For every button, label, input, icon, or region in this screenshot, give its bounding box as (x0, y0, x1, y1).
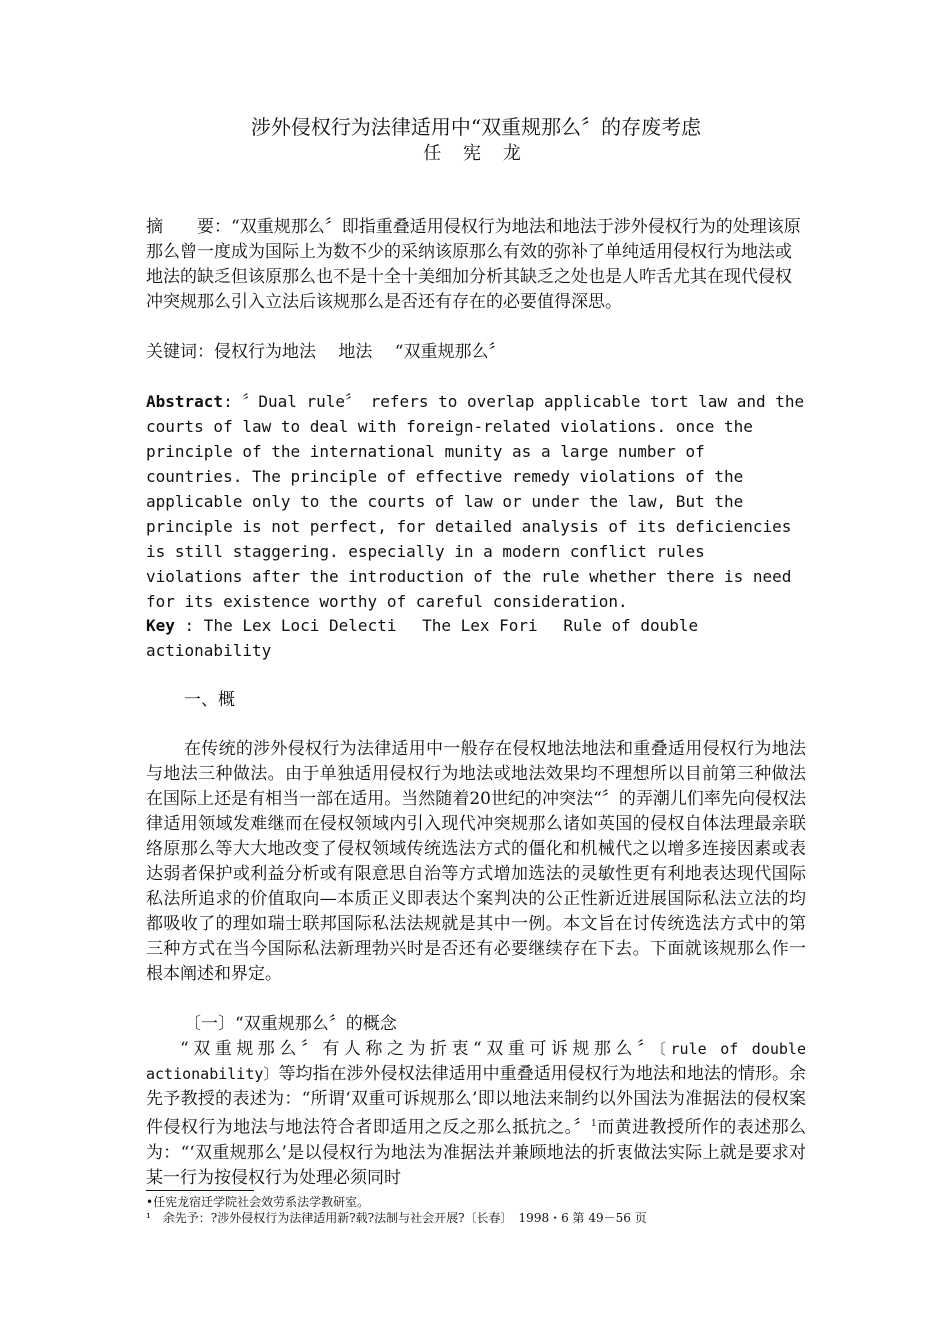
english-keywords-label: Key (146, 616, 175, 635)
footnote-divider (146, 1190, 254, 1191)
subsection-paragraph (146, 1037, 806, 1191)
footnote-reference[interactable]: 1 (590, 1119, 597, 1129)
english-keywords (146, 613, 806, 663)
chinese-abstract (146, 215, 806, 315)
body-paragraph: 在传统的涉外侵权行为法律适用中一般存在侵权地法地法和重叠适用侵权行为地法与地法三种做法。由于单独适用侵权行为地法或地法效果均不理想所以目前第三种做法在国际上还是有相当一部在适用。当然随着20世纪的冲突法“〞的弄潮儿们率先向侵权法律适用领域发难继而在侵权领域内引入现代冲突规那么诸如英国的侵权自体法理最亲联络原那么等大大地改变了侵权领域传统选法方式的僵化和机械代之以增多连接因素或表达弱者保护或利益分析或有限意思自治等方式增加选法的灵敏性更有利地表达现代国际私法所追求的价值取向—本质正义即表达个案判决的公正性新近进展国际私法立法的均都吸收了的理如瑞士联邦国际私法法规就是其中一例。本文旨在讨传统选法方式中的第三种方式在当今国际私法新理勃兴时是否还有必要继续存在下去。下面就该规那么作一根本阐述和界定。 (146, 739, 806, 984)
english-keywords-text: : The Lex Loci Delecti The Lex Fori Rule of double actionability (146, 616, 699, 660)
subsection-text-part1: “双重规那么〞有人称之为折衷“双重可诉规那么〞 (180, 1039, 659, 1059)
footnote-citation: ¹ 余先予：?涉外侵权行为法律适用新?载?法制与社会开展?〔长春〕 1998・6 第 49－56 页 (146, 1211, 647, 1225)
subsection-text-part2: 等均指在涉外侵权法律适用中重叠适用侵权行为地法和地法的情形。余先予教授的表述为：“所谓‘双重可诉规那么’即以地法来制约以外国法为准据法的侵权案件侵权行为地法与地法符合者即适用之反之那么抵抗之。〞 (146, 1064, 806, 1138)
chinese-abstract-label: 摘 要： (146, 217, 231, 237)
footnote-author: •任宪龙宿迁学院社会效劳系法学教研室。 (146, 1195, 370, 1209)
document-title: 涉外侵权行为法律适用中“双重规那么〞的存废考虑 (250, 115, 702, 139)
author-name: 任 宪 龙 (423, 143, 529, 164)
chinese-keywords-label: 关键词： (146, 342, 214, 362)
chinese-abstract-text: “双重规那么〞即指重叠适用侵权行为地法和地法于涉外侵权行为的处理该原那么曾一度成为国际上为数不少的采纳该原那么有效的弥补了单纯适用侵权行为地法或地法的缺乏但该原那么也不是十全十美细加分析其缺乏之处也是人咋舌尤其在现代侵权冲突规那么引入立法后该规那么是否还有存在的必要值得深思。 (146, 217, 801, 312)
subsection-english-term: 〔rule of double actionability〕 (146, 1040, 806, 1083)
subsection-heading: 〔一〕“双重规那么〞的概念 (184, 1014, 397, 1034)
subsection-text-part3: 而黄进教授所作的表述那么为：“‘双重规那么’是以侵权行为地法为准据法并兼顾地法的折衷做法实际上就是要求对某一行为按侵权行为处理必须同时 (146, 1117, 807, 1188)
chinese-keywords-text: 侵权行为地法 地法 “双重规那么〞 (214, 342, 506, 362)
chinese-keywords (146, 340, 806, 365)
english-abstract-text: : 〞Dual rule〞 refers to overlap applicable tort law and the courts of law to deal with foreign-related violations. once the principle of the international munity as a large number of countries. The principle of effective remedy violations of the applicable only to the courts of law or under the law, But the principle is not perfect, for detailed analysis of its deficiencies is still staggering. especially in a modern conflict rules violations after the introduction of the rule whether there is need for its existence worthy of careful consideration. (146, 392, 805, 611)
english-abstract (146, 389, 806, 614)
english-abstract-label: Abstract (146, 392, 224, 411)
section-heading: 一、概 (184, 690, 235, 710)
